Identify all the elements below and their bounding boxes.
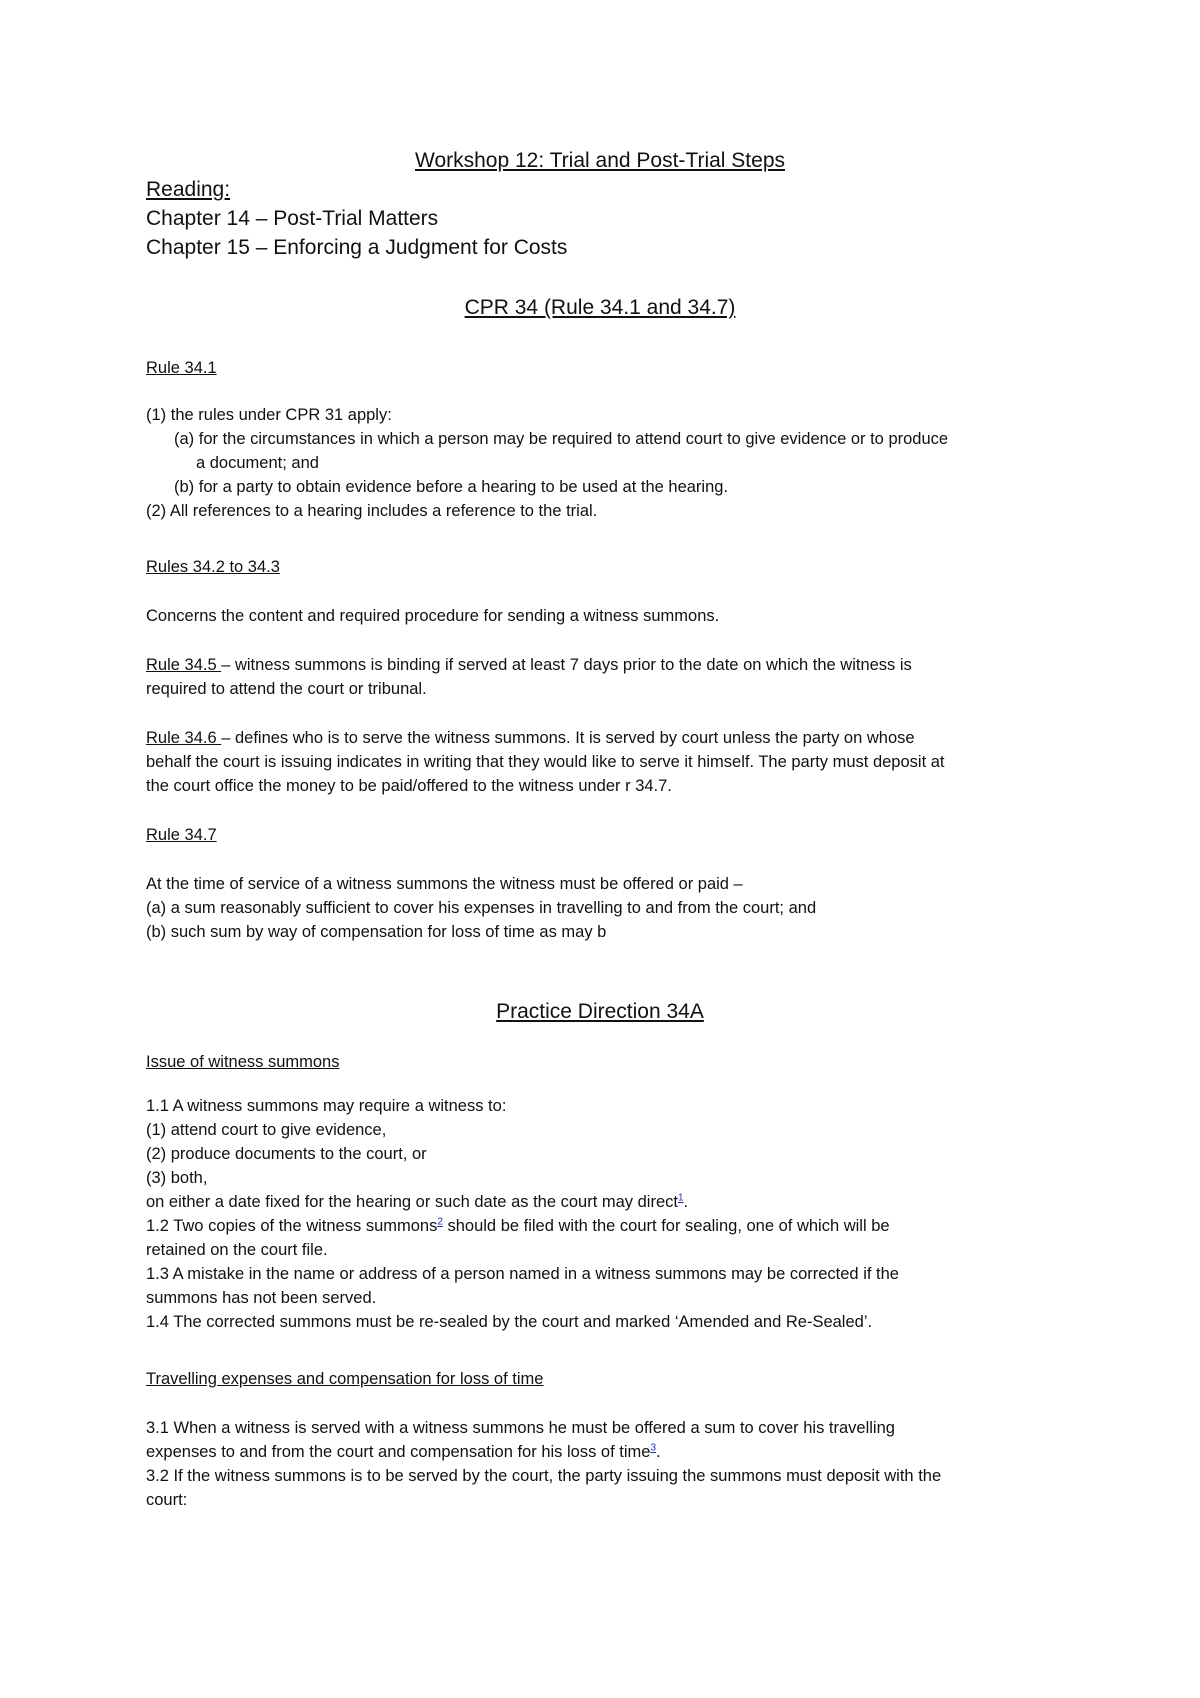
reading-item: Chapter 15 – Enforcing a Judgment for Costs <box>146 236 568 259</box>
issue-line-8: 1.3 A mistake in the name or address of a person named in a witness summons may be corrected if the <box>146 1265 899 1283</box>
issue-heading: Issue of witness summons <box>146 1053 340 1071</box>
footnote-ref[interactable]: 1 <box>677 1192 684 1204</box>
rule-34-5-line <box>146 653 912 677</box>
rule-34-7-line-3: (b) such sum by way of compensation for loss of time as may b <box>146 923 607 941</box>
rule-34-7-line-2: (a) a sum reasonably sufficient to cover his expenses in travelling to and from the court; and <box>146 899 817 917</box>
issue-line-7: retained on the court file. <box>146 1241 328 1259</box>
issue-line-4: (3) both, <box>146 1169 208 1187</box>
issue-line-1: 1.1 A witness summons may require a witness to: <box>146 1097 507 1115</box>
issue-line-9: summons has not been served. <box>146 1289 377 1307</box>
travel-line-3: 3.2 If the witness summons is to be served by the court, the party issuing the summons must deposit with the <box>146 1467 942 1485</box>
issue-line-6-text: 1.2 Two copies of the witness summons <box>146 1217 438 1235</box>
rules-34-2-3-text: Concerns the content and required procedure for sending a witness summons. <box>146 607 720 625</box>
rule-34-6-line-2: behalf the court is issuing indicates in writing that they would like to serve it himself. The party must deposit at <box>146 753 945 771</box>
rule-34-1-para-2: (2) All references to a hearing includes a reference to the trial. <box>146 502 598 520</box>
issue-line-5 <box>146 1190 688 1214</box>
travel-line-4: court: <box>146 1491 188 1509</box>
reading-heading: Reading: <box>146 178 231 201</box>
rule-34-6-line-3: the court office the money to be paid/offered to the witness under r 34.7. <box>146 777 672 795</box>
document-title: Workshop 12: Trial and Post-Trial Steps <box>415 149 785 172</box>
rule-34-7-line-1: At the time of service of a witness summons the witness must be offered or paid – <box>146 875 743 893</box>
travel-line-2-text: expenses to and from the court and compensation for his loss of time <box>146 1443 651 1461</box>
rule-34-5-line-2: required to attend the court or tribunal. <box>146 680 427 698</box>
issue-line-6-rest: should be filed with the court for sealing, one of which will be <box>442 1217 890 1235</box>
rule-34-6-text: – defines who is to serve the witness summons. It is served by court unless the party on whose <box>221 729 915 747</box>
rule-34-6-label: Rule 34.6 <box>146 729 222 747</box>
rule-34-5-text: – witness summons is binding if served at least 7 days prior to the date on which the witness is <box>221 656 912 674</box>
issue-line-6 <box>146 1214 890 1238</box>
issue-line-3: (2) produce documents to the court, or <box>146 1145 427 1163</box>
reading-item: Chapter 14 – Post-Trial Matters <box>146 207 439 230</box>
issue-line-5-text: on either a date fixed for the hearing or such date as the court may direct <box>146 1193 678 1211</box>
rule-34-1-item-b: (b) for a party to obtain evidence before a hearing to be used at the hearing. <box>174 478 729 496</box>
rules-34-2-3-heading: Rules 34.2 to 34.3 <box>146 558 280 576</box>
rule-34-1-item-a: (a) for the circumstances in which a person may be required to attend court to give evidence or to produce <box>174 430 949 448</box>
issue-line-2: (1) attend court to give evidence, <box>146 1121 387 1139</box>
rule-34-1-item-a-cont: a document; and <box>196 454 319 472</box>
pd-heading: Practice Direction 34A <box>496 1000 704 1023</box>
footnote-ref[interactable]: 2 <box>437 1216 443 1228</box>
rule-34-1-heading: Rule 34.1 <box>146 359 217 377</box>
rule-34-6-line <box>146 726 915 750</box>
travel-line-1: 3.1 When a witness is served with a witness summons he must be offered a sum to cover his travelling <box>146 1419 895 1437</box>
travel-heading: Travelling expenses and compensation for loss of time <box>146 1370 544 1388</box>
travel-line-2-end: . <box>656 1443 661 1461</box>
footnote-ref[interactable]: 3 <box>650 1442 656 1454</box>
rule-34-5-label: Rule 34.5 <box>146 656 222 674</box>
issue-line-10: 1.4 The corrected summons must be re-sealed by the court and marked ‘Amended and Re-Sealed’. <box>146 1313 873 1331</box>
issue-line-5-end: . <box>683 1193 689 1211</box>
rule-34-7-heading: Rule 34.7 <box>146 826 217 844</box>
cpr-heading: CPR 34 (Rule 34.1 and 34.7) <box>464 296 736 319</box>
travel-line-2 <box>146 1440 661 1464</box>
rule-34-1-para-1: (1) the rules under CPR 31 apply: <box>146 406 392 424</box>
